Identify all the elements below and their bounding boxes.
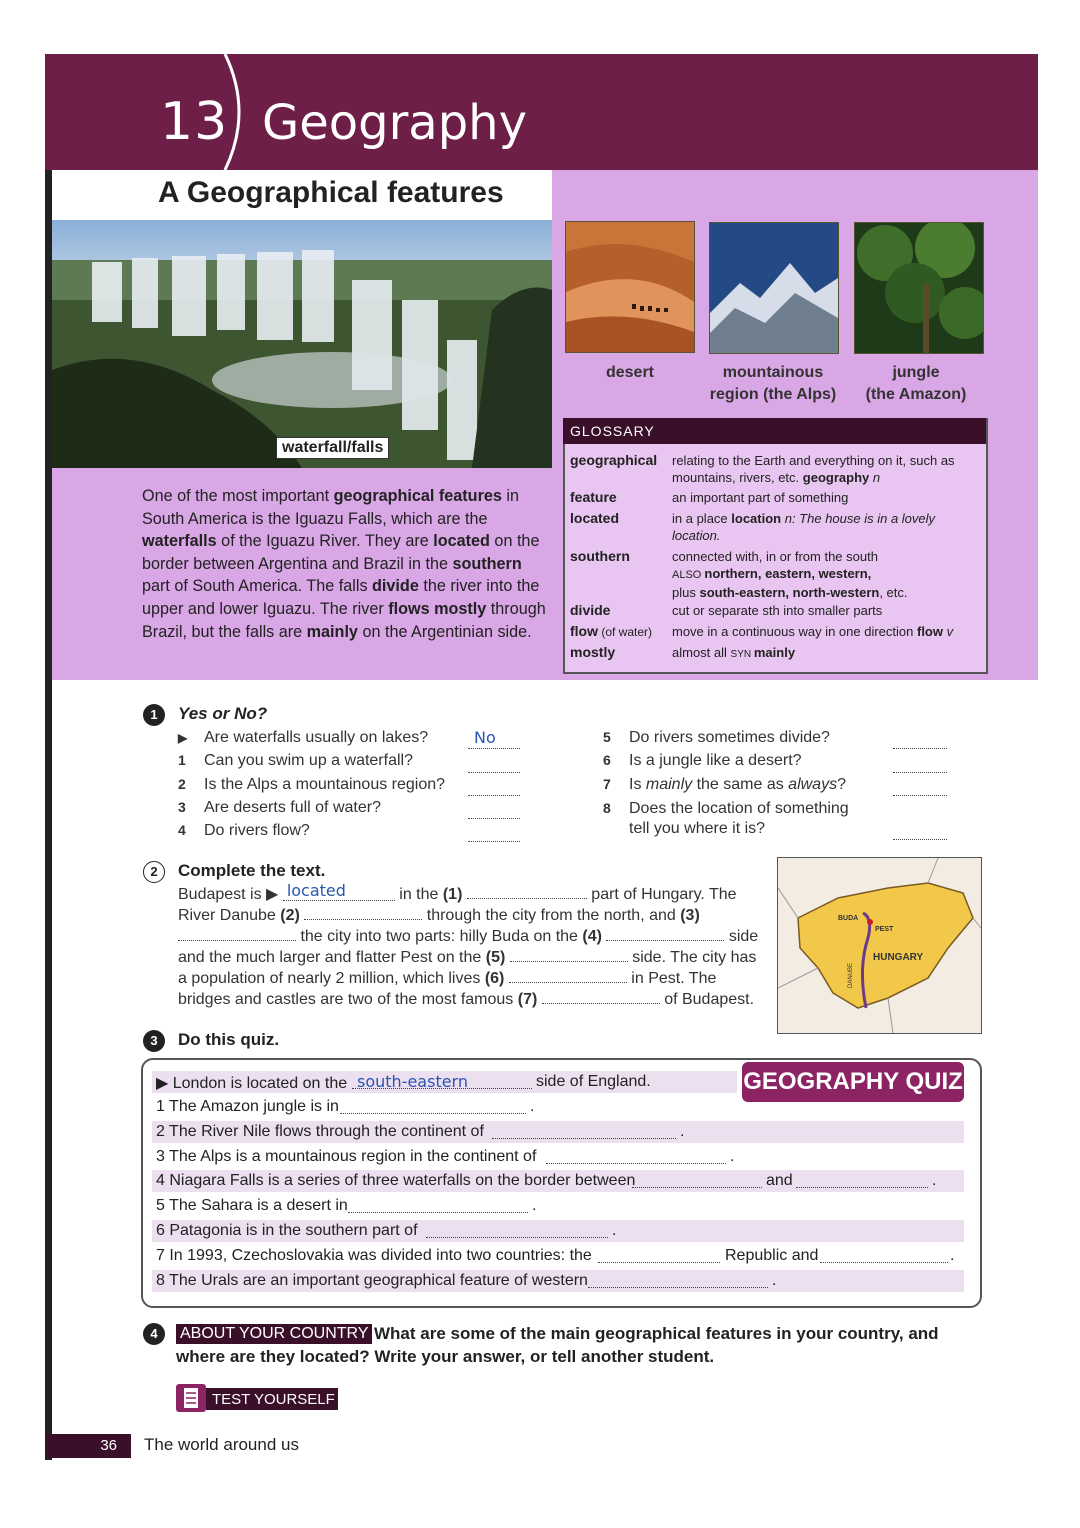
unit-title: Geography <box>262 95 528 151</box>
quiz-question-row: 2 The River Nile flows through the continent of . <box>152 1121 964 1143</box>
quiz-gap[interactable] <box>588 1286 768 1288</box>
ex2-gap[interactable] <box>178 928 296 941</box>
intro-text: part of South America. The falls <box>142 577 373 596</box>
quiz-question-row: 4 Niagara Falls is a series of three waterfalls on the border between and . <box>152 1170 964 1192</box>
glossary-definition: cut or separate sth into smaller parts <box>672 603 883 618</box>
intro-keyword: divide <box>372 577 419 596</box>
waterfall-photo <box>52 220 552 468</box>
quiz-gap[interactable] <box>820 1261 948 1263</box>
geography-quiz-badge: GEOGRAPHY QUIZ <box>742 1062 964 1102</box>
quiz-gap[interactable] <box>546 1162 726 1164</box>
quiz-question-row: 5 The Sahara is a desert in . <box>156 1197 537 1214</box>
intro-keyword: mainly <box>306 622 358 641</box>
ex1-example-answer: No <box>474 728 496 747</box>
exercise-3-title: Do this quiz. <box>178 1030 280 1049</box>
ex2-gap[interactable] <box>509 970 627 983</box>
intro-text: One of the most important <box>142 487 334 505</box>
intro-text: through Brazil, but the falls are <box>142 599 546 641</box>
budapest-marker <box>867 919 873 925</box>
about-your-country-tag: ABOUT YOUR COUNTRY <box>176 1324 372 1344</box>
ex1-answer-line[interactable] <box>468 781 520 796</box>
quiz-question-row: 8 The Urals are an important geographical feature of western . <box>152 1270 964 1292</box>
intro-keyword: flows mostly <box>388 599 487 618</box>
mountain-photo <box>709 222 839 354</box>
intro-keyword: waterfalls <box>142 532 217 551</box>
intro-keyword: southern <box>452 554 522 573</box>
ex1-answer-line[interactable] <box>468 827 520 842</box>
exercise-4-prompt: What are some of the main geographical features in your country, and where are they located? Write your answer, or tell another student. <box>176 1324 939 1366</box>
mountain-illustration <box>710 223 838 353</box>
jungle-caption-line1: jungle <box>892 364 940 381</box>
glossary-definition: relating to the Earth and everything on it, such as mountains, rivers, etc. geography n <box>672 453 955 485</box>
quiz-question-row: 1 The Amazon jungle is in . <box>156 1098 535 1115</box>
quiz-gap[interactable] <box>796 1186 928 1188</box>
glossary-definition: move in a continuous way in one direction flow v <box>672 624 954 639</box>
ex1-answer-line[interactable] <box>468 804 520 819</box>
quiz-gap[interactable] <box>348 1211 528 1213</box>
quiz-gap[interactable] <box>598 1261 720 1263</box>
quiz-question-row: 6 Patagonia is in the southern part of . <box>152 1220 964 1242</box>
glossary-term: flow (of water) <box>570 623 653 639</box>
page-edge <box>45 170 52 1460</box>
jungle-photo <box>854 222 984 354</box>
exercise-3-number: 3 <box>143 1030 165 1052</box>
quiz-gap[interactable] <box>492 1137 676 1139</box>
ex2-gap[interactable] <box>467 886 587 899</box>
waterfall-caption: waterfall/falls <box>276 437 389 459</box>
jungle-caption-line2: (the Amazon) <box>865 386 967 403</box>
quiz-question-row: 3 The Alps is a mountainous region in the continent of . <box>156 1148 735 1165</box>
map-label-buda: BUDA <box>838 915 859 922</box>
glossary-term: geographical <box>570 452 658 468</box>
hungary-map <box>777 857 982 1034</box>
intro-text: of the Iguazu River. They are <box>216 532 434 551</box>
map-label-pest: PEST <box>875 926 894 933</box>
glossary-definition: almost all SYN mainly <box>672 645 796 660</box>
ex2-gap[interactable] <box>304 907 422 920</box>
exercise-2-title: Complete the text. <box>178 861 326 880</box>
page-number-bar <box>45 1434 131 1458</box>
desert-caption: desert <box>605 364 655 381</box>
intro-keyword: geographical features <box>333 487 502 505</box>
test-yourself-button[interactable] <box>176 1382 338 1414</box>
exercise-4-number: 4 <box>143 1323 165 1345</box>
ex2-example-gap: located <box>283 884 395 901</box>
exercise-1-title: Yes or No? <box>178 704 268 723</box>
intro-keyword: located <box>433 532 490 551</box>
quiz-gap[interactable] <box>632 1186 762 1188</box>
ex1-answer-line[interactable] <box>468 758 520 773</box>
glossary-term: located <box>570 510 620 526</box>
ex2-gap[interactable] <box>606 928 724 941</box>
glossary-term: feature <box>570 489 617 505</box>
ex1-answer-line[interactable] <box>893 758 947 773</box>
quiz-example-row: ▶ London is located on the south-eastern side of England. <box>152 1071 737 1093</box>
glossary-definition: in a place location n: The house is in a lovely location. <box>672 511 936 543</box>
quiz-gap[interactable] <box>340 1112 526 1114</box>
section-title: A Geographical features <box>158 176 504 209</box>
ex1-answer-line[interactable] <box>893 825 947 840</box>
intro-paragraph <box>142 485 547 643</box>
map-label-danube: DANUBE <box>848 962 854 988</box>
quiz-question-row: 7 In 1993, Czechoslovakia was divided into two countries: the Republic and . <box>156 1247 955 1264</box>
hungary-map-illustration <box>778 858 981 1033</box>
intro-text: in South America is the Iguazu Falls, which are the <box>142 487 519 528</box>
glossary-heading-text: GLOSSARY <box>570 423 655 439</box>
intro-text: on the border between Argentina and Brazil in the <box>142 532 540 573</box>
footer-section-label: The world around us <box>144 1435 299 1454</box>
exercise-1-number: 1 <box>143 704 165 726</box>
exercise-2-number: 2 <box>143 861 165 883</box>
exercise-2-text: Budapest is ▶ located in the (1) part of Hungary. The River Danube (2) through the city from the north, and (3) the city into two parts: hilly Buda on the (4) side and the much larger and flatter Pest on the (5) side. The city has a population of nearly 2 million, which lives (6) in Pest. The bridges and castles are two of the most famous (7) of Budapest. <box>178 881 759 1008</box>
intro-text: the river into the upper and lower Iguazu. The river <box>142 577 540 618</box>
mountain-caption-line2: region (the Alps) <box>709 386 837 403</box>
mountain-caption-line1: mountainous <box>722 364 824 381</box>
waterfall-illustration <box>52 220 552 468</box>
desert-photo <box>565 221 695 353</box>
test-yourself-graphic <box>176 1382 338 1414</box>
glossary-definition: an important part of something <box>672 490 849 505</box>
glossary-definition: connected with, in or from the south ALSO northern, eastern, western, plus south-eastern, north-western, etc. <box>672 549 908 600</box>
ex1-answer-line[interactable] <box>893 734 947 749</box>
glossary-term: mostly <box>570 644 616 660</box>
page-number: 36 <box>100 1437 117 1454</box>
intro-text: on the Argentinian side. <box>357 622 532 641</box>
map-label-hungary: HUNGARY <box>873 952 924 963</box>
ex2-gap[interactable] <box>510 949 628 962</box>
desert-illustration <box>566 222 694 352</box>
quiz-gap[interactable] <box>426 1236 608 1238</box>
jungle-illustration <box>855 223 983 353</box>
glossary-term: southern <box>570 548 630 564</box>
unit-number: 13 <box>160 92 229 152</box>
ex1-answer-line[interactable] <box>893 781 947 796</box>
glossary-term: divide <box>570 602 611 618</box>
test-yourself-label: TEST YOURSELF <box>212 1391 335 1408</box>
glossary-heading <box>563 418 986 444</box>
ex2-gap[interactable] <box>542 991 660 1004</box>
